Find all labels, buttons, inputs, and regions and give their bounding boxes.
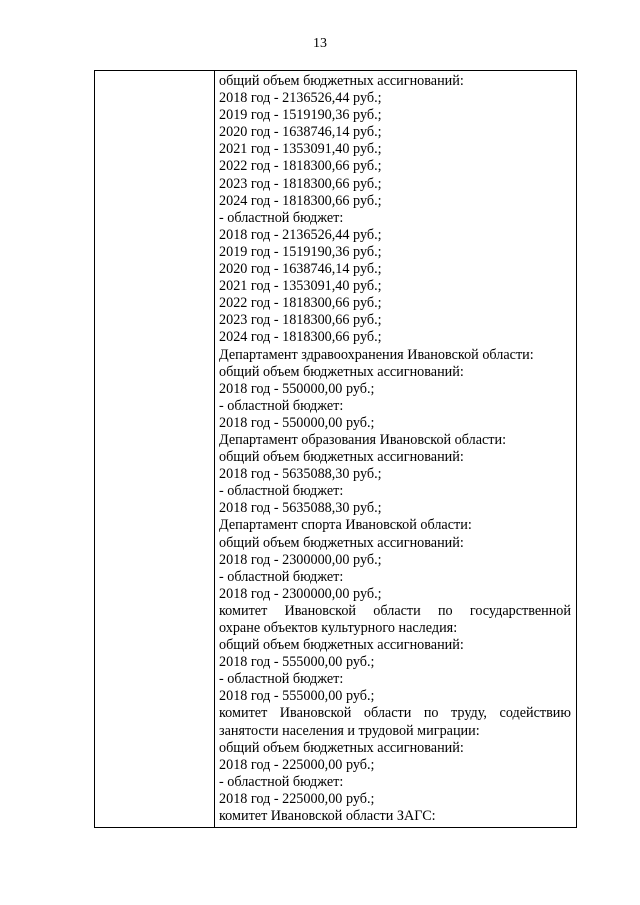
text-line: охране объектов культурного наследия: [219,620,458,636]
text-line: 2020 год - 1638746,14 руб.; [219,124,382,141]
text-line: 2018 год - 5635088,30 руб.; [219,500,382,517]
text-line: 2019 год - 1519190,36 руб.; [219,243,382,260]
text-line: общий объем бюджетных ассигнований: [219,534,464,551]
text-line: 2021 год - 1353091,40 руб.; [219,278,382,295]
text-line: 2022 год - 1818300,66 руб.; [219,158,382,175]
text-line: 2018 год - 2300000,00 руб.; [219,551,382,568]
text-line: комитет Ивановской области по труду, содействию [219,705,571,722]
text-line: 2019 год - 1519190,36 руб.; [219,107,382,124]
text-line: 2024 год - 1818300,66 руб.; [219,192,382,209]
text-line: 2018 год - 2136526,44 руб.; [219,90,382,107]
text-line: 2018 год - 2300000,00 руб.; [219,585,382,602]
text-line: общий объем бюджетных ассигнований: [219,739,464,756]
text-line: 2018 год - 555000,00 руб.; [219,688,375,705]
text-line: 2018 год - 225000,00 руб.; [219,756,375,773]
text-line: комитет Ивановской области по государственной [219,602,571,619]
text-line: Департамент образования Ивановской области: [219,431,507,448]
text-line: 2018 год - 550000,00 руб.; [219,380,375,397]
text-line: - областной бюджет: [219,483,344,500]
text-line: 2024 год - 1818300,66 руб.; [219,329,382,346]
text-line: 2018 год - 225000,00 руб.; [219,790,375,807]
text-line: Департамент спорта Ивановской области: [219,517,472,534]
text-line: - областной бюджет: [219,568,344,585]
text-line: 2020 год - 1638746,14 руб.; [219,261,382,278]
text-line: 2018 год - 2136526,44 руб.; [219,226,382,243]
text-line: 2018 год - 550000,00 руб.; [219,414,375,431]
text-line: - областной бюджет: [219,671,344,688]
text-line: общий объем бюджетных ассигнований: [219,73,464,89]
document-table [94,70,577,828]
text-line: Департамент здравоохранения Ивановской области: [219,346,534,363]
text-line: - областной бюджет: [219,397,344,414]
table-left-cell [95,71,215,827]
text-line: общий объем бюджетных ассигнований: [219,449,464,466]
table-right-cell [219,73,571,825]
page-number: 13 [313,36,327,51]
text-line: 2023 год - 1818300,66 руб.; [219,312,382,329]
text-line: 2022 год - 1818300,66 руб.; [219,295,382,312]
text-line: - областной бюджет: [219,773,344,790]
text-line: 2023 год - 1818300,66 руб.; [219,175,382,192]
text-line: общий объем бюджетных ассигнований: [219,637,464,654]
text-line: 2018 год - 5635088,30 руб.; [219,466,382,483]
text-line: - областной бюджет: [219,209,344,226]
text-line: общий объем бюджетных ассигнований: [219,363,464,380]
text-line: занятости населения и трудовой миграции: [219,722,480,739]
text-line: 2021 год - 1353091,40 руб.; [219,141,382,158]
text-line: 2018 год - 555000,00 руб.; [219,654,375,671]
text-line: комитет Ивановской области ЗАГС: [219,808,436,825]
